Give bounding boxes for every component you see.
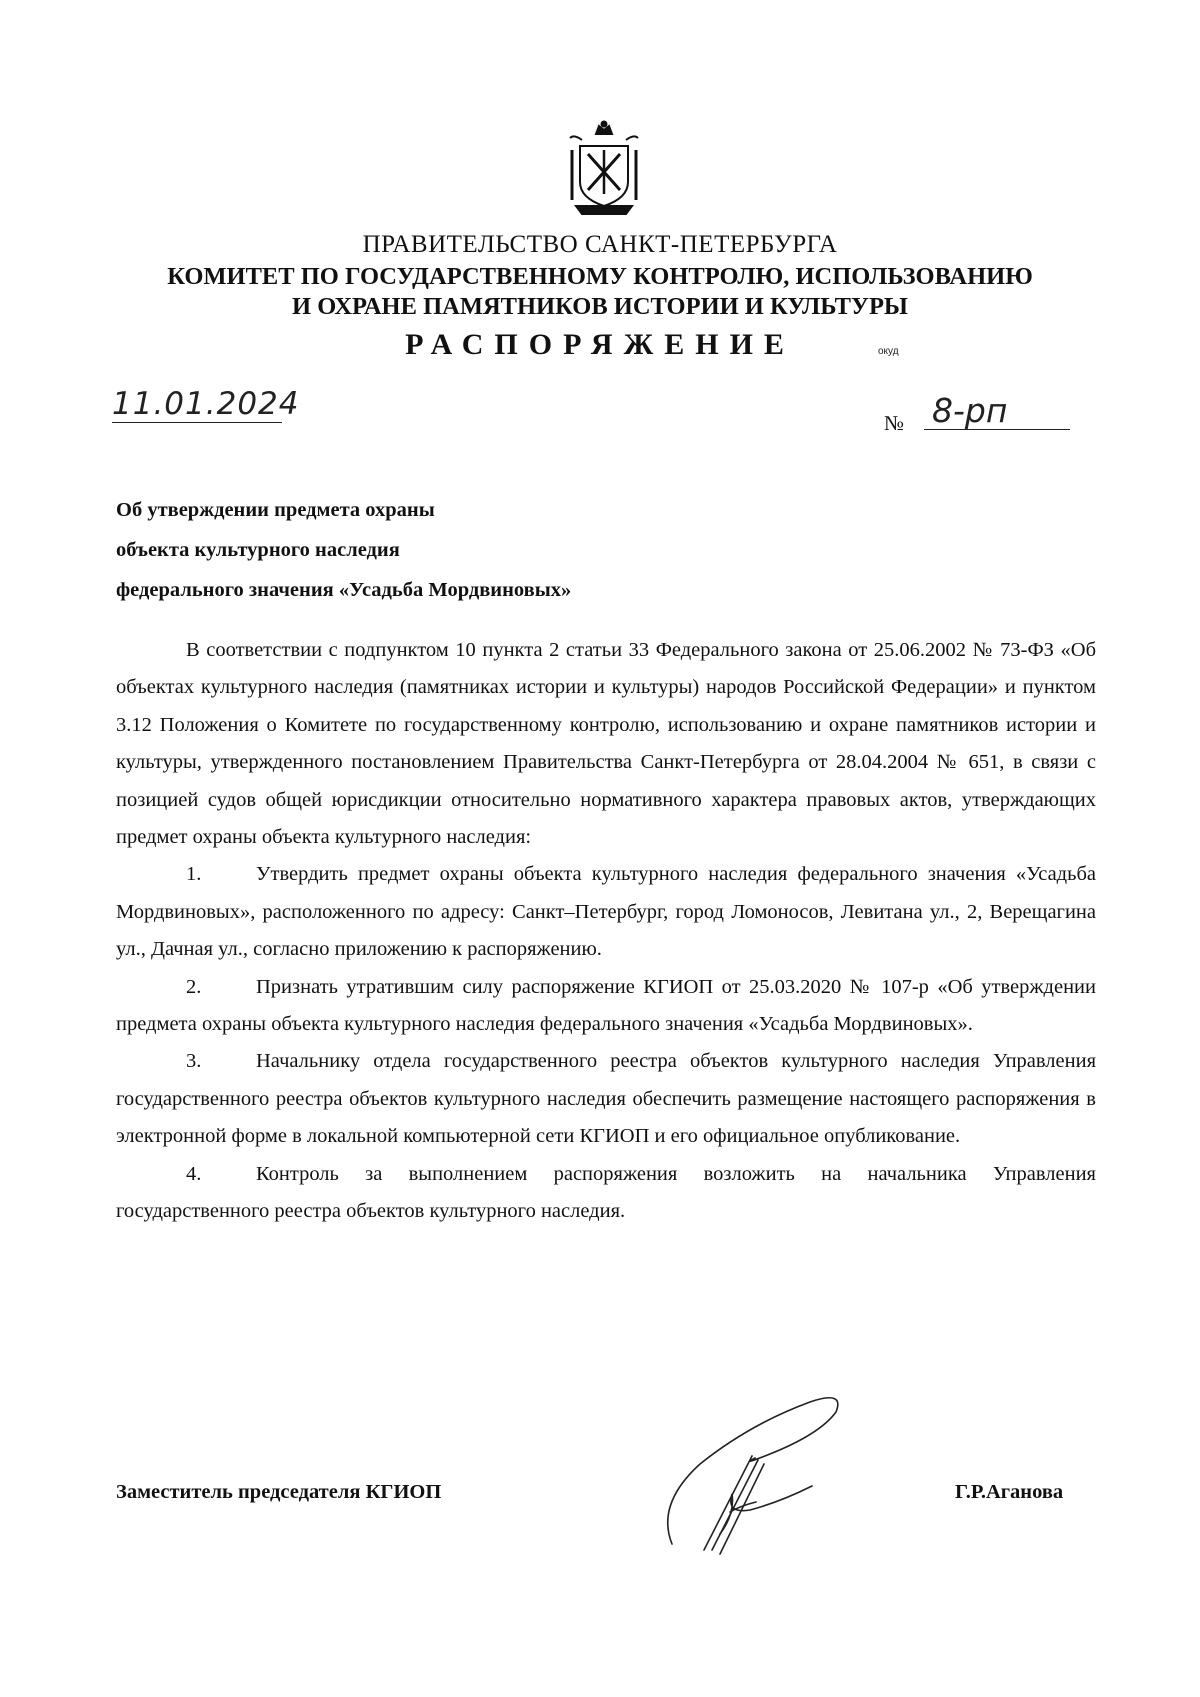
- order-item: [116, 1156, 1096, 1231]
- subject-line: Об утверждении предмета охраны: [116, 499, 435, 521]
- handwritten-signature: [660, 1394, 890, 1564]
- document-type-title: РАСПОРЯЖЕНИЕ: [405, 328, 795, 361]
- subject-line: федерального значения «Усадьба Мордвиновых»: [116, 579, 572, 601]
- signatory-name: Г.Р.Аганова: [955, 1481, 1064, 1503]
- order-item: [116, 856, 1096, 968]
- order-item: [116, 969, 1096, 1044]
- order-date: 11.01.2024: [112, 386, 300, 422]
- order-number-block: [884, 393, 1062, 435]
- item-number: 2.: [186, 975, 202, 998]
- item-text: Контроль за выполнением распоряжения возложить на начальника Управления государственного реестра объектов культурного наследия.: [116, 1162, 1096, 1223]
- signatory-position: Заместитель председателя КГИОП: [116, 1481, 442, 1503]
- order-body: [116, 632, 1096, 1231]
- order-subject: [116, 490, 716, 610]
- committee-name-line-1: КОМИТЕТ ПО ГОСУДАРСТВЕННОМУ КОНТРОЛЮ, ИСПОЛЬЗОВАНИЮ: [167, 263, 1033, 290]
- government-name: ПРАВИТЕЛЬСТВО САНКТ-ПЕТЕРБУРГА: [362, 231, 838, 258]
- item-text: Начальнику отдела государственного реестра объектов культурного наследия Управления государственного реестра объектов культурного наследия обеспечить размещение настоящего распоряжения в электронной форме в локальной компьютерной сети КГИОП и его официальное опубликование.: [116, 1050, 1096, 1148]
- order-item: [116, 1043, 1096, 1155]
- item-number: 1.: [186, 863, 202, 886]
- order-number: 8-рп: [924, 393, 1070, 430]
- item-text: Признать утратившим силу распоряжение КГИОП от 25.03.2020 № 107-р «Об утверждении предмета охраны объекта культурного наследия федерального значения «Усадьба Мордвиновых».: [116, 975, 1096, 1036]
- committee-name-line-2: И ОХРАНЕ ПАМЯТНИКОВ ИСТОРИИ И КУЛЬТУРЫ: [292, 293, 908, 320]
- okud-label: окуд: [878, 346, 899, 357]
- item-number: 4.: [186, 1162, 202, 1185]
- number-sign: №: [884, 411, 905, 435]
- preamble-paragraph: В соответствии с подпунктом 10 пункта 2 статьи 33 Федерального закона от 25.06.2002 № 73-ФЗ «Об объектах культурного наследия (памятниках истории и культуры) народов Российской Федерации» и пунктом 3.12 Положения о Комитете по государственному контролю, использованию и охране памятников истории и культуры, утвержденного постановлением Правительства Санкт-Петербурга от 28.04.2004 № 651, в связи с позицией судов общей юрисдикции относительно нормативного характера правовых актов, утверждающих предмет охраны объекта культурного наследия:: [116, 639, 1096, 849]
- coat-of-arms-icon: [566, 120, 642, 220]
- subject-line: объекта культурного наследия: [116, 539, 400, 561]
- item-text: Утвердить предмет охраны объекта культурного наследия федерального значения «Усадьба Мордвиновых», расположенного по адресу: Санкт–Петербург, город Ломоносов, Левитана ул., 2, Верещагина ул., Дачная ул., согласно приложению к распоряжению.: [116, 863, 1096, 961]
- item-number: 3.: [186, 1050, 202, 1073]
